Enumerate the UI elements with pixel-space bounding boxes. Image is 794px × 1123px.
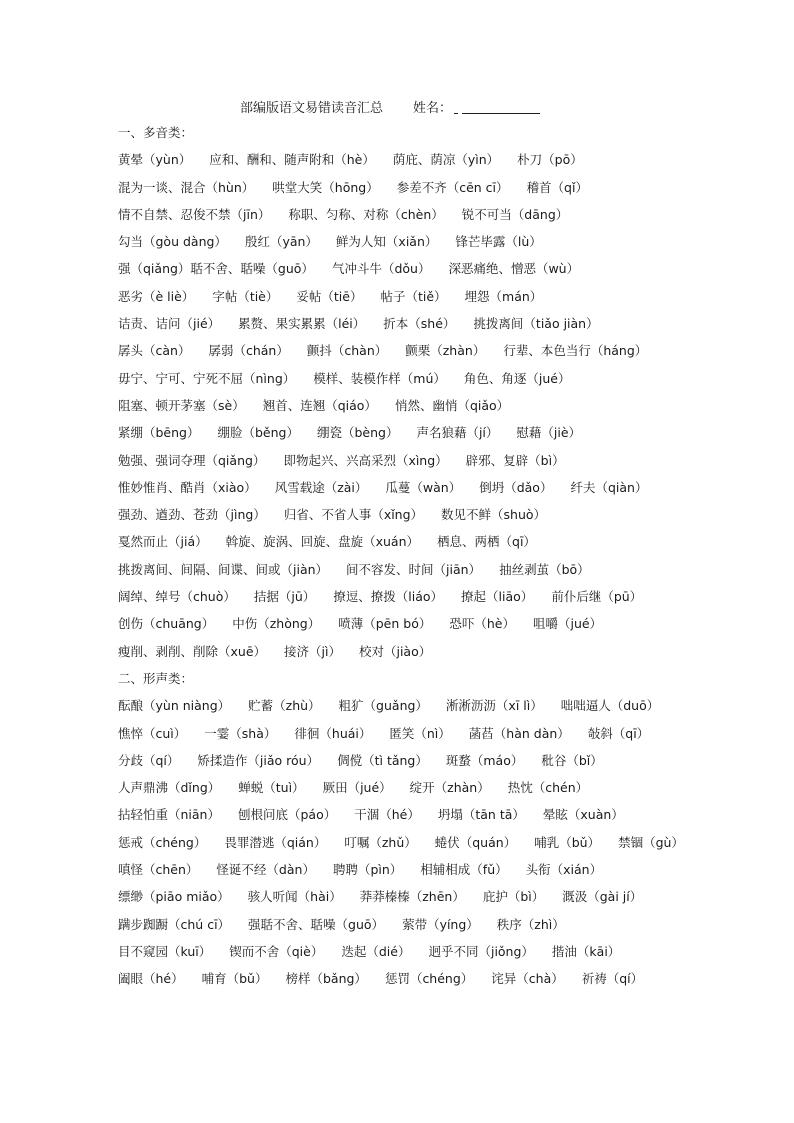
word-entry: 倜傥（tì tǎng） — [337, 752, 428, 768]
word-entry: 蹒步踟蹰（chú cī） — [118, 916, 231, 932]
word-entry: 晕眩（xuàn） — [542, 807, 624, 823]
word-entry: 埋怨（mán） — [464, 288, 543, 304]
word-entry: 混为一谈、混合（hùn） — [118, 179, 255, 195]
word-entry: 蝉蜕（tuì） — [238, 780, 305, 796]
word-entry: 戛然而止（jiá） — [118, 534, 208, 550]
word-entry: 鲜为人知（xiǎn） — [335, 234, 438, 250]
word-entry: 数见不鲜（shuò） — [441, 507, 547, 523]
word-line — [118, 310, 688, 337]
word-line — [118, 774, 688, 801]
word-entry: 归省、不省人事（xǐng） — [283, 507, 424, 523]
word-line — [118, 419, 688, 446]
word-entry: 人声鼎沸（dǐng） — [118, 780, 221, 796]
word-entry: 绽开（zhàn） — [409, 780, 490, 796]
word-line — [118, 720, 688, 747]
word-entry: 匿笑（nì） — [389, 725, 451, 741]
word-entry: 应和、酬和、随声附和（hè） — [209, 152, 375, 168]
word-entry: 称职、匀称、对称（chèn） — [288, 206, 444, 222]
word-entry: 庇护（bì） — [482, 889, 545, 905]
word-entry: 孱头（càn） — [118, 343, 191, 359]
word-entry: 酝酿（yùn niàng） — [118, 698, 231, 714]
word-entry: 斡旋、旋涡、回旋、盘旋（xuán） — [225, 534, 420, 550]
word-entry: 行辈、本色当行（háng） — [503, 343, 648, 359]
word-entry: 哺乳（bǔ） — [534, 834, 601, 850]
word-line — [118, 528, 688, 555]
word-entry: 荫庇、荫凉（yìn） — [392, 152, 500, 168]
word-entry: 强聒不舍、聒噪（guō） — [248, 916, 385, 932]
word-entry: 创伤（chuāng） — [118, 616, 215, 632]
word-entry: 阔绰、绰号（chuò） — [118, 589, 236, 605]
section-heading: 一、多音类： — [118, 125, 194, 140]
word-entry: 叮嘱（zhǔ） — [344, 834, 417, 850]
word-entry: 绷脸（běng） — [217, 425, 299, 441]
word-entry: 恐吓（hè） — [449, 616, 515, 632]
word-entry: 情不自禁、忍俊不禁（jīn） — [118, 206, 271, 222]
word-entry: 憔悴（cuì） — [118, 725, 187, 741]
word-entry: 拮据（jū） — [253, 589, 316, 605]
section-heading: 二、形声类： — [118, 670, 194, 686]
word-line — [118, 747, 688, 774]
word-entry: 刨根问底（páo） — [237, 807, 337, 823]
word-entry: 纤夫（qiàn） — [570, 479, 648, 495]
word-entry: 徘徊（huái） — [294, 725, 372, 741]
word-entry: 校对（jiào） — [358, 643, 432, 659]
word-entry: 热忱（chén） — [507, 780, 589, 796]
word-entry: 勾当（gòu dàng） — [118, 234, 227, 250]
word-entry: 粗犷（guǎng） — [338, 698, 428, 714]
word-entry: 萦带（yíng） — [402, 916, 479, 932]
word-entry: 淅淅沥沥（xī lì） — [445, 698, 543, 714]
word-entry: 参差不齐（cēn cī） — [396, 179, 509, 195]
word-entry: 接济（jì） — [284, 643, 341, 659]
word-entry: 头衔（xián） — [525, 862, 603, 878]
word-entry: 朴刀（pō） — [517, 152, 583, 168]
word-line — [118, 801, 688, 828]
word-line — [118, 174, 688, 201]
word-entry: 莽莽榛榛（zhēn） — [359, 889, 465, 905]
word-line — [118, 938, 688, 965]
word-entry: 强（qiǎng）聒不舍、聒噪（guō） — [118, 261, 314, 277]
word-entry: 溉汲（gài jí） — [562, 889, 643, 905]
word-entry: 菡萏（hàn dàn） — [468, 725, 570, 741]
word-entry: 倒坍（dǎo） — [479, 479, 553, 495]
word-entry: 畏罪潜逃（qián） — [224, 834, 327, 850]
word-entry: 敧斜（qī） — [587, 725, 650, 741]
word-line — [118, 201, 688, 228]
word-entry: 诘责、诘问（jié） — [118, 316, 221, 332]
word-entry: 勉强、强词夺理（qiǎng） — [118, 452, 266, 468]
word-entry: 咀嚼（jué） — [532, 616, 603, 632]
word-line — [118, 474, 688, 501]
word-entry: 累赘、果实累累（léi） — [238, 316, 366, 332]
word-entry: 风雪载途（zài） — [274, 479, 368, 495]
word-entry: 相辅相成（fǔ） — [420, 862, 508, 878]
word-entry: 挑拨离间、间隔、间谍、间或（jiàn） — [118, 561, 329, 577]
word-line — [118, 255, 688, 282]
word-entry: 坍塌（tān tā） — [437, 807, 525, 823]
word-line — [118, 911, 688, 938]
word-entry: 殷红（yān） — [244, 234, 318, 250]
word-entry: 瓜蔓（wàn） — [385, 479, 462, 495]
word-entry: 拈轻怕重（niān） — [118, 807, 220, 823]
name-label: 姓名： — [413, 101, 453, 116]
word-entry: 绷瓷（bèng） — [316, 425, 399, 441]
word-entry: 角色、角逐（jué） — [463, 370, 571, 386]
word-entry: 锲而不舍（qiè） — [229, 943, 324, 959]
word-entry: 阖眼（hé） — [118, 971, 184, 987]
word-entry: 喷薄（pēn bó） — [338, 616, 432, 632]
word-entry: 分歧（qí） — [118, 752, 180, 768]
word-entry: 慰藉（jiè） — [516, 425, 582, 441]
word-entry: 迭起（dié） — [341, 943, 411, 959]
name-blank-line — [462, 101, 540, 114]
word-entry: 声名狼藉（jí） — [416, 425, 499, 441]
word-line — [118, 283, 688, 310]
word-entry: 榜样（bǎng） — [285, 971, 367, 987]
word-entry: 惟妙惟肖、酷肖（xiào） — [118, 479, 257, 495]
word-entry: 一霎（shà） — [204, 725, 277, 741]
word-entry: 哺育（bǔ） — [201, 971, 268, 987]
word-line — [118, 610, 688, 637]
word-entry: 锐不可当（dāng） — [461, 206, 569, 222]
word-entry: 贮蓄（zhù） — [248, 698, 321, 714]
word-entry: 祈祷（qí） — [581, 971, 644, 987]
word-entry: 缥缈（piāo miǎo） — [118, 889, 230, 905]
word-entry: 怪诞不经（dàn） — [216, 862, 315, 878]
word-entry: 孱弱（chán） — [208, 343, 289, 359]
word-entry: 妥帖（tiē） — [296, 288, 363, 304]
word-line — [118, 583, 688, 610]
word-line — [118, 883, 688, 910]
word-entry: 锋芒毕露（lù） — [455, 234, 542, 250]
word-entry: 撩起（liāo） — [461, 589, 534, 605]
word-entry: 中伤（zhòng） — [232, 616, 321, 632]
word-line — [118, 365, 688, 392]
word-entry: 翘首、连翘（qiáo） — [262, 397, 377, 413]
word-line — [118, 392, 688, 419]
word-line — [118, 228, 688, 255]
word-line — [118, 146, 688, 173]
word-line — [118, 829, 688, 856]
word-entry: 惩戒（chéng） — [118, 834, 207, 850]
name-blank-tick — [454, 101, 458, 114]
word-entry: 强劲、遒劲、苍劲（jìng） — [118, 507, 266, 523]
word-line — [118, 692, 688, 719]
word-entry: 恶劣（è liè） — [118, 288, 195, 304]
word-entry: 毋宁、宁可、宁死不屈（nìng） — [118, 370, 296, 386]
word-entry: 字帖（tiè） — [212, 288, 279, 304]
word-line — [118, 638, 688, 665]
word-entry: 嗔怪（chēn） — [118, 862, 199, 878]
word-entry: 栖息、两栖（qī） — [437, 534, 536, 550]
word-entry: 骇人听闻（hài） — [247, 889, 342, 905]
word-entry: 帖子（tiě） — [380, 288, 447, 304]
word-line — [118, 337, 688, 364]
page-title — [240, 97, 540, 116]
word-entry: 禁锢（gù） — [618, 834, 684, 850]
word-entry: 目不窥园（kuī） — [118, 943, 212, 959]
word-line — [118, 556, 688, 583]
word-entry: 模样、装模作样（mú） — [313, 370, 446, 386]
word-entry: 揩油（kāi） — [551, 943, 621, 959]
word-entry: 撩逗、撩拨（liáo） — [333, 589, 444, 605]
word-line — [118, 965, 688, 992]
word-entry: 矫揉造作（jiǎo róu） — [197, 752, 320, 768]
word-entry: 阻塞、顿开茅塞（sè） — [118, 397, 245, 413]
word-entry: 聘聘（pìn） — [332, 862, 403, 878]
word-entry: 气冲斗牛（dǒu） — [331, 261, 431, 277]
word-entry: 迥乎不同（jiǒng） — [428, 943, 534, 959]
word-entry: 即物起兴、兴高采烈（xìng） — [283, 452, 448, 468]
document-title: 部编版语文易错读音汇总 — [240, 101, 384, 116]
word-entry: 惩罚（chéng） — [384, 971, 474, 987]
word-entry: 瘦削、剥削、削除（xuē） — [118, 643, 267, 659]
word-line — [118, 447, 688, 474]
word-entry: 咄咄逼人（duō） — [560, 698, 660, 714]
word-entry: 前仆后继（pū） — [551, 589, 643, 605]
word-entry: 秩序（zhì） — [496, 916, 565, 932]
document-body — [118, 119, 688, 993]
word-entry: 折本（shé） — [383, 316, 456, 332]
word-entry: 间不容发、时间（jiān） — [346, 561, 482, 577]
word-entry: 秕谷（bǐ） — [541, 752, 603, 768]
word-entry: 深恶痛绝、憎恶（wù） — [448, 261, 580, 277]
word-entry: 黄晕（yùn） — [118, 152, 192, 168]
word-entry: 厥田（jué） — [322, 780, 392, 796]
word-entry: 干涸（hé） — [354, 807, 420, 823]
word-entry: 稽首（qǐ） — [526, 179, 588, 195]
word-entry: 颤抖（chàn） — [306, 343, 388, 359]
word-entry: 哄堂大笑（hōng） — [272, 179, 379, 195]
word-entry: 抽丝剥茧（bō） — [499, 561, 590, 577]
word-entry: 诧异（chà） — [491, 971, 564, 987]
word-entry: 斑蝥（máo） — [445, 752, 524, 768]
word-entry: 紧绷（bēng） — [118, 425, 200, 441]
word-entry: 辟邪、复辟（bì） — [465, 452, 565, 468]
word-entry: 挑拨离间（tiǎo jiàn） — [473, 316, 599, 332]
word-line — [118, 856, 688, 883]
word-line — [118, 501, 688, 528]
word-entry: 蜷伏（quán） — [434, 834, 517, 850]
word-entry: 悄然、幽悄（qiǎo） — [394, 397, 510, 413]
word-entry: 颤栗（zhàn） — [405, 343, 486, 359]
